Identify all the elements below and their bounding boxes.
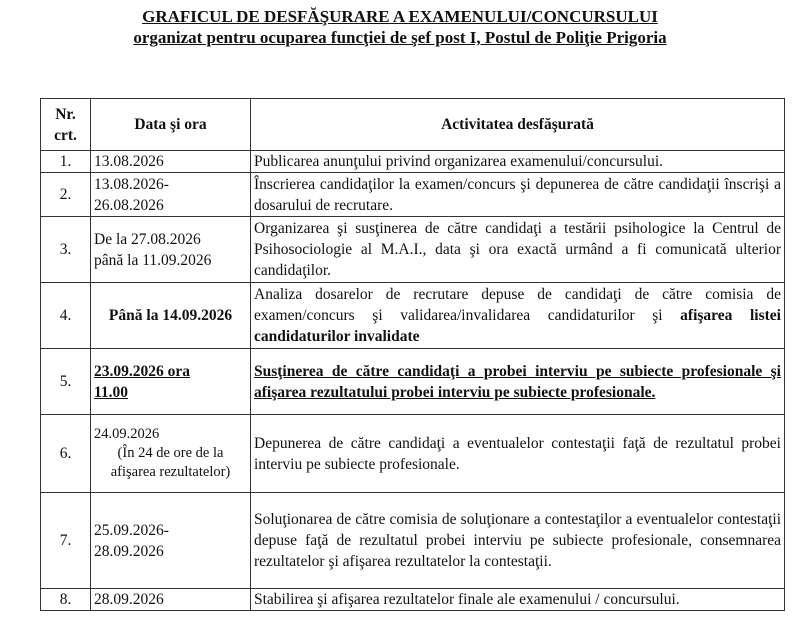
row-date — [91, 349, 251, 415]
column-header-nr-line2: crt. — [54, 126, 77, 144]
row-date — [91, 493, 251, 589]
row-activity-text: Analiza dosarelor de recrutare depuse de candidaţi de către comisia de examen/concurs şi validarea/invalidarea candidaturilor şi — [254, 286, 781, 324]
column-header-date: Data şi ora — [91, 99, 251, 151]
row-activity: Soluţionarea de către comisia de soluţionare a contestaţilor a eventualelor contestaţii depuse faţă de rezultatul probei interviu pe subiecte profesionale, consemnarea rezultatelor şi afişarea rezultatelor la contestaţii. — [251, 493, 785, 589]
schedule-table — [40, 98, 785, 611]
row-activity: Susţinerea de către candidaţi a probei interviu pe subiecte profesionale şi afişarea rezultatului probei interviu pe subiecte profesionale. — [251, 349, 785, 415]
row-date-line: 24.09.2026 — [94, 426, 160, 442]
row-date — [91, 217, 251, 283]
row-number: 4. — [41, 283, 91, 349]
document-header — [0, 6, 800, 48]
table-header-row — [41, 99, 785, 151]
table-row — [41, 283, 785, 349]
row-date-line: 25.09.2026- — [94, 521, 169, 539]
table-row — [41, 151, 785, 173]
table-row — [41, 349, 785, 415]
row-activity: Publicarea anunţului privind organizarea examenului/concursului. — [251, 151, 785, 173]
row-number: 1. — [41, 151, 91, 173]
column-header-nr — [41, 99, 91, 151]
document-title: GRAFICUL DE DESFĂŞURARE A EXAMENULUI/CONCURSULUI — [142, 7, 658, 26]
row-date-line: afişarea rezultatelor) — [110, 464, 231, 480]
column-header-nr-line1: Nr. — [55, 105, 76, 123]
row-date — [91, 415, 251, 493]
column-header-activity: Activitatea desfăşurată — [251, 99, 785, 151]
table-row — [41, 217, 785, 283]
row-date-line: 23.09.2026 ora — [94, 362, 191, 380]
row-date: Până la 14.09.2026 — [91, 283, 251, 349]
row-date: 13.08.2026 — [91, 151, 251, 173]
row-date — [91, 173, 251, 217]
table-row — [41, 493, 785, 589]
table-row — [41, 173, 785, 217]
table-row — [41, 415, 785, 493]
row-number: 2. — [41, 173, 91, 217]
row-number: 8. — [41, 589, 91, 611]
row-date: 28.09.2026 — [91, 589, 251, 611]
row-date-line: 11.00 — [94, 383, 129, 401]
row-activity — [251, 283, 785, 349]
table-row — [41, 589, 785, 611]
row-number: 3. — [41, 217, 91, 283]
row-date-line: 13.08.2026- — [94, 175, 169, 193]
row-date-line: De la 27.08.2026 — [94, 230, 201, 248]
row-activity: Organizarea şi susţinerea de către candidaţi a testării psihologice la Centrul de Psihosociologie al M.A.I., data şi ora exactă urmând a fi comunicată ulterior candidaţilor. — [251, 217, 785, 283]
row-activity: Stabilirea şi afişarea rezultatelor finale ale examenului / concursului. — [251, 589, 785, 611]
row-activity: Depunerea de către candidaţi a eventualelor contestaţii faţă de rezultatul probei interviu pe subiecte profesionale. — [251, 415, 785, 493]
row-date-line: 28.09.2026 — [94, 542, 164, 560]
document-subtitle: organizat pentru ocuparea funcţiei de şef post I, Postul de Poliţie Prigoria — [133, 28, 667, 47]
row-number: 5. — [41, 349, 91, 415]
row-number: 6. — [41, 415, 91, 493]
row-date-line: până la 11.09.2026 — [94, 251, 212, 269]
row-number: 7. — [41, 493, 91, 589]
row-activity-emphasis: afişarea listei candidaturilor invalidate — [254, 307, 781, 345]
row-date-line: (În 24 de ore de la — [117, 445, 224, 461]
row-activity: Înscrierea candidaţilor la examen/concurs şi depunerea de către candidaţii înscrişi a dosarului de recrutare. — [251, 173, 785, 217]
row-date-line: 26.08.2026 — [94, 196, 164, 214]
